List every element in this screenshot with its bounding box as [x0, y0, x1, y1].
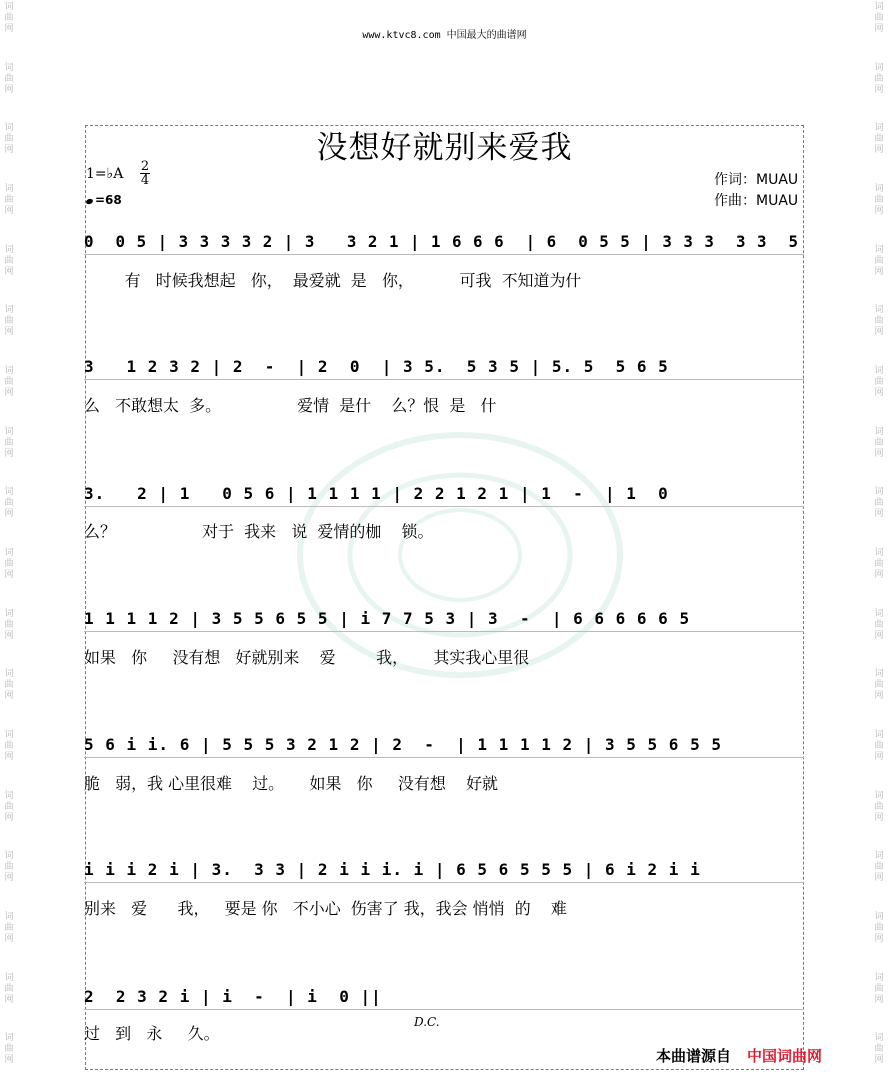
side-watermark-glyph: 词: [4, 669, 14, 680]
side-watermark-glyph: 词: [4, 912, 14, 923]
side-watermark-glyph: 曲: [4, 377, 14, 388]
side-watermark-glyph: 曲: [4, 741, 14, 752]
side-watermark-glyph: 词: [874, 1033, 884, 1044]
lyrics-line: 脆 弱，我 心里很难 过。 如果 你 没有想 好就: [84, 774, 499, 793]
quarter-note-icon: [85, 198, 93, 205]
side-watermark-glyph: 曲: [4, 1044, 14, 1055]
side-watermark-glyph: 曲: [874, 983, 884, 994]
tempo-value: =68: [95, 193, 122, 207]
site-header: www.ktvc8.com 中国最大的曲谱网: [362, 30, 527, 41]
side-watermark-glyph: 词: [4, 608, 14, 619]
side-watermark-glyph: 网: [874, 570, 884, 581]
side-watermark-group: [874, 910, 883, 971]
side-watermark-group: [874, 182, 883, 243]
side-watermark-group: [4, 303, 13, 364]
lyrics-line: 么？ 对于 我来 说 爱情的枷 锁。: [84, 522, 434, 541]
side-watermark-glyph: 曲: [874, 559, 884, 570]
side-watermark-glyph: 网: [874, 24, 884, 34]
footer-source: [656, 1045, 822, 1066]
side-watermark-glyph: 曲: [4, 13, 14, 23]
side-watermark-group: [874, 425, 883, 486]
side-watermark-glyph: 词: [874, 730, 884, 741]
side-watermark-glyph: 曲: [874, 801, 884, 812]
side-watermark-glyph: 词: [874, 244, 884, 255]
side-watermark-group: [874, 243, 883, 304]
side-watermark-glyph: 词: [874, 62, 884, 73]
key-signature: 1=♭A: [86, 166, 124, 182]
side-watermark-glyph: 网: [4, 752, 14, 763]
side-watermark-glyph: 词: [874, 366, 884, 377]
side-watermark-group: [874, 1031, 883, 1092]
lyricist: 作词：MUAU: [714, 172, 799, 188]
side-watermark-glyph: 网: [874, 266, 884, 277]
side-watermark-glyph: 网: [874, 752, 884, 763]
side-watermark-glyph: 网: [874, 145, 884, 156]
music-line: [84, 985, 804, 1011]
side-watermark-glyph: 网: [4, 145, 14, 156]
side-watermark-glyph: 词: [4, 426, 14, 437]
side-watermark-glyph: 曲: [874, 680, 884, 691]
side-watermark-glyph: 网: [4, 509, 14, 520]
side-watermark-glyph: 曲: [874, 73, 884, 84]
side-watermark-glyph: 网: [874, 388, 884, 399]
side-watermark-glyph: 曲: [4, 680, 14, 691]
side-watermark-glyph: 网: [874, 327, 884, 338]
notation-text: 1 1 1 1 2 | 3 5 5 6 5 5 | i 7 7 5 3 | 3 - | 6 6 6 6 6 5: [84, 609, 691, 628]
music-line: [84, 607, 804, 633]
side-watermark-glyph: 词: [874, 548, 884, 559]
side-watermark-glyph: 词: [874, 912, 884, 923]
side-watermark-glyph: 曲: [874, 437, 884, 448]
side-watermark-glyph: 词: [874, 972, 884, 983]
music-line: [84, 482, 804, 508]
side-watermark-glyph: 网: [874, 84, 884, 95]
side-watermark-glyph: 曲: [4, 73, 14, 84]
side-watermark-glyph: 曲: [874, 741, 884, 752]
lyrics-line: 有 时候我想起 你， 最爱就 是 你， 可我 不知道为什: [84, 271, 582, 290]
side-watermark-group: [874, 61, 883, 122]
side-watermark-glyph: 网: [4, 24, 14, 34]
music-line: [84, 733, 804, 759]
side-watermark-glyph: 曲: [4, 437, 14, 448]
side-watermark-glyph: 网: [4, 84, 14, 95]
side-watermark-glyph: 词: [4, 62, 14, 73]
side-watermark-glyph: 网: [874, 691, 884, 702]
side-watermark-glyph: 词: [4, 972, 14, 983]
side-watermark-glyph: 曲: [4, 862, 14, 873]
side-watermark-glyph: 词: [874, 123, 884, 134]
side-watermark-glyph: 网: [4, 266, 14, 277]
lyrics-line: 么 不敢想太 多。 爱情 是什 么？恨 是 什: [84, 396, 497, 415]
score-frame: [85, 125, 804, 1070]
side-watermark-glyph: 网: [4, 1055, 14, 1066]
footer-source-label: 本曲谱源自: [656, 1047, 732, 1065]
side-watermark-group: [874, 364, 883, 425]
side-watermark-glyph: 曲: [874, 923, 884, 934]
side-watermark-glyph: 曲: [874, 134, 884, 145]
side-watermark-group: [4, 485, 13, 546]
music-line: [84, 230, 804, 256]
side-watermark-group: [4, 667, 13, 728]
side-watermark-glyph: 曲: [874, 195, 884, 206]
side-watermark-glyph: 曲: [4, 195, 14, 206]
time-signature: [140, 160, 150, 187]
music-line: [84, 355, 804, 381]
side-watermark-glyph: 曲: [4, 983, 14, 994]
side-watermark-glyph: 词: [4, 730, 14, 741]
side-watermark-glyph: 词: [4, 548, 14, 559]
composer: 作曲：MUAU: [714, 193, 799, 209]
side-watermark-glyph: 曲: [4, 134, 14, 145]
notation-text: 2 2 3 2 i | i - | i 0 ||: [84, 987, 382, 1006]
tempo-marking: [86, 193, 122, 207]
side-watermark-group: [4, 364, 13, 425]
side-watermark-glyph: 曲: [4, 619, 14, 630]
side-watermark-glyph: 网: [4, 691, 14, 702]
side-watermark-group: [874, 485, 883, 546]
side-watermark-glyph: 网: [874, 812, 884, 823]
side-watermark-glyph: 曲: [4, 559, 14, 570]
side-watermark-glyph: 网: [4, 994, 14, 1005]
side-watermark-glyph: 词: [4, 851, 14, 862]
side-watermark-glyph: 网: [4, 327, 14, 338]
side-watermark-glyph: 词: [874, 487, 884, 498]
side-watermark-glyph: 词: [4, 305, 14, 316]
side-watermark-group: [4, 910, 13, 971]
side-watermark-glyph: 曲: [4, 316, 14, 327]
side-watermark-group: [4, 61, 13, 122]
side-watermark-glyph: 网: [874, 509, 884, 520]
side-watermark-glyph: 曲: [874, 862, 884, 873]
side-watermark-glyph: 网: [874, 934, 884, 945]
side-watermark-group: [874, 667, 883, 728]
side-watermark-group: [4, 849, 13, 910]
side-watermark-group: [4, 789, 13, 850]
side-watermark-glyph: 词: [874, 2, 884, 12]
side-watermark-group: [4, 607, 13, 668]
side-watermark-glyph: 网: [874, 994, 884, 1005]
side-watermark-glyph: 网: [4, 570, 14, 581]
time-signature-top: 2: [140, 159, 150, 174]
side-watermark-group: [4, 182, 13, 243]
side-watermark-glyph: 网: [4, 873, 14, 884]
side-watermark-group: [4, 1031, 13, 1092]
notation-text: 0 0 5 | 3 3 3 3 2 | 3 3 2 1 | 1 6 6 6 | 6 0 5 5 | 3 3 3 3 3 5: [84, 232, 800, 251]
side-watermark-group: [4, 425, 13, 486]
side-watermark-group: [874, 789, 883, 850]
side-watermark-glyph: 词: [4, 790, 14, 801]
side-watermark-group: [4, 971, 13, 1032]
side-watermark-glyph: 词: [4, 1033, 14, 1044]
lyrics-line: 如果 你 没有想 好就别来 爱 我， 其实我心里很: [84, 648, 530, 667]
side-watermark-glyph: 曲: [4, 801, 14, 812]
side-watermark-glyph: 曲: [4, 923, 14, 934]
side-watermark-glyph: 词: [874, 305, 884, 316]
side-watermark-glyph: 词: [4, 123, 14, 134]
side-watermark-glyph: 网: [4, 934, 14, 945]
side-watermark-glyph: 网: [874, 1055, 884, 1066]
side-watermark-glyph: 曲: [874, 255, 884, 266]
side-watermark-group: [874, 849, 883, 910]
side-watermark-glyph: 词: [874, 790, 884, 801]
side-watermark-glyph: 词: [4, 2, 14, 12]
side-watermark-glyph: 网: [874, 630, 884, 641]
side-watermark-glyph: 词: [874, 669, 884, 680]
side-watermark-glyph: 网: [874, 873, 884, 884]
side-watermark-glyph: 词: [874, 851, 884, 862]
side-watermark-glyph: 网: [4, 812, 14, 823]
side-watermark-glyph: 曲: [4, 255, 14, 266]
side-watermark-group: [874, 971, 883, 1032]
side-watermark-group: [874, 728, 883, 789]
credits: [714, 170, 798, 212]
side-watermark-glyph: 词: [4, 184, 14, 195]
notation-text: 3 1 2 3 2 | 2 - | 2 0 | 3 5. 5 3 5 | 5. 5 5 6 5: [84, 357, 669, 376]
da-capo-mark: D.C.: [414, 1015, 440, 1029]
side-watermark-glyph: 词: [4, 244, 14, 255]
side-watermark-glyph: 网: [874, 448, 884, 459]
side-watermark-glyph: 曲: [874, 13, 884, 23]
side-watermark-glyph: 网: [4, 388, 14, 399]
notation-text: 3. 2 | 1 0 5 6 | 1 1 1 1 | 2 2 1 2 1 | 1 - | 1 0: [84, 484, 669, 503]
side-watermark-glyph: 曲: [4, 498, 14, 509]
side-watermark-glyph: 词: [4, 487, 14, 498]
side-watermark-glyph: 曲: [874, 498, 884, 509]
side-watermark-group: [874, 303, 883, 364]
side-watermark-glyph: 曲: [874, 316, 884, 327]
lyrics-line: 过 到 永 久。: [84, 1024, 220, 1043]
side-watermark-glyph: 曲: [874, 619, 884, 630]
lyrics-line: 别来 爱 我， 要是 你 不小心 伤害了 我，我会 悄悄 的 难: [84, 899, 567, 918]
side-watermark-glyph: 曲: [874, 1044, 884, 1055]
side-watermark-glyph: 词: [874, 426, 884, 437]
side-watermark-glyph: 网: [874, 206, 884, 217]
footer-brand: 中国词曲网: [747, 1047, 823, 1065]
side-watermark-glyph: 词: [874, 608, 884, 619]
side-watermark-glyph: 网: [4, 630, 14, 641]
side-watermark-group: [874, 546, 883, 607]
side-watermark-glyph: 网: [4, 448, 14, 459]
music-line: [84, 858, 804, 884]
side-watermark-glyph: 词: [874, 184, 884, 195]
score-title: 没想好就别来爱我: [316, 130, 573, 166]
side-watermark-group: [4, 243, 13, 304]
side-watermark-glyph: 词: [4, 366, 14, 377]
side-watermark-group: [4, 546, 13, 607]
side-watermark-group: [874, 607, 883, 668]
side-watermark-glyph: 曲: [874, 377, 884, 388]
notation-text: i i i 2 i | 3. 3 3 | 2 i i i. i | 6 5 6 5 5 5 | 6 i 2 i i: [84, 860, 701, 879]
time-signature-bottom: 4: [140, 173, 150, 188]
side-watermark-glyph: 网: [4, 206, 14, 217]
side-watermark-group: [4, 728, 13, 789]
notation-text: 5 6 i i. 6 | 5 5 5 3 2 1 2 | 2 - | 1 1 1 1 2 | 3 5 5 6 5 5: [84, 735, 722, 754]
